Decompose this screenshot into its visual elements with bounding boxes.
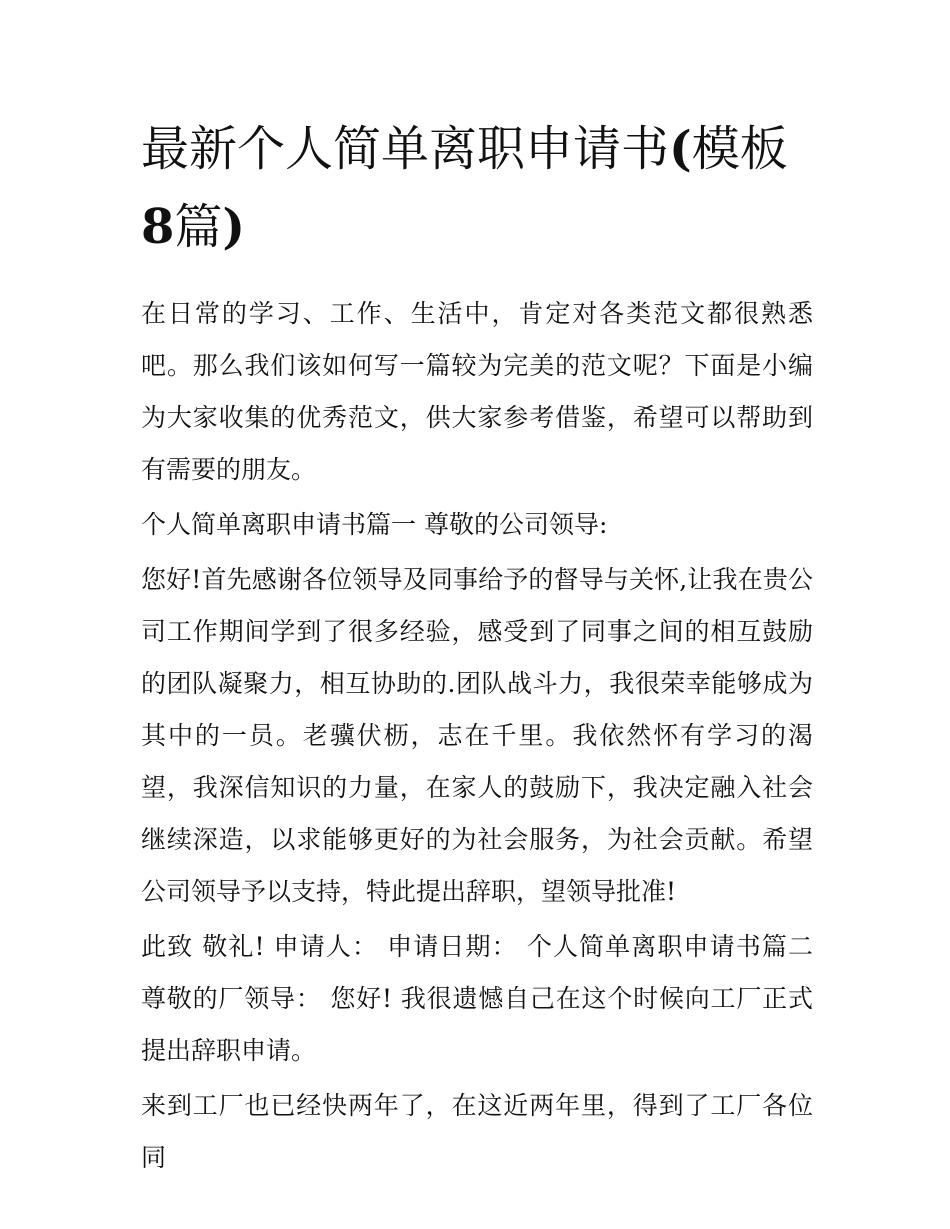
- document-title: 最新个人简单离职申请书(模板8篇): [141, 121, 788, 255]
- body-paragraph: 此致 敬礼! 申请人： 申请日期： 个人简单离职申请书篇二 尊敬的厂领导： 您好! 我很遗憾自己在这个时候向工厂正式提出辞职申请。: [141, 932, 813, 1065]
- intro-paragraph: 在日常的学习、工作、生活中，肯定对各类范文都很熟悉吧。那么我们该如何写一篇较为完美的范文呢？下面是小编为大家收集的优秀范文，供大家参考借鉴，希望可以帮助到有需要的朋友。: [141, 299, 813, 484]
- document-page: [141, 110, 813, 1184]
- body-paragraph: 来到工厂也已经快两年了，在这近两年里，得到了工厂各位同: [141, 1091, 813, 1172]
- section-heading-paragraph: 个人简单离职申请书篇一 尊敬的公司领导:: [141, 510, 608, 539]
- body-paragraph: 您好!首先感谢各位领导及同事给予的督导与关怀,让我在贵公司工作期间学到了很多经验，感受到了同事之间的相互鼓励的团队凝聚力，相互协助的.团队战斗力，我很荣幸能够成为其中的一员。老骥伏枥，志在千里。我依然怀有学习的渴望，我深信知识的力量，在家人的鼓励下，我决定融入社会继续深造，以求能够更好的为社会服务，为社会贡献。希望公司领导予以支持，特此提出辞职，望领导批准!: [141, 565, 813, 906]
